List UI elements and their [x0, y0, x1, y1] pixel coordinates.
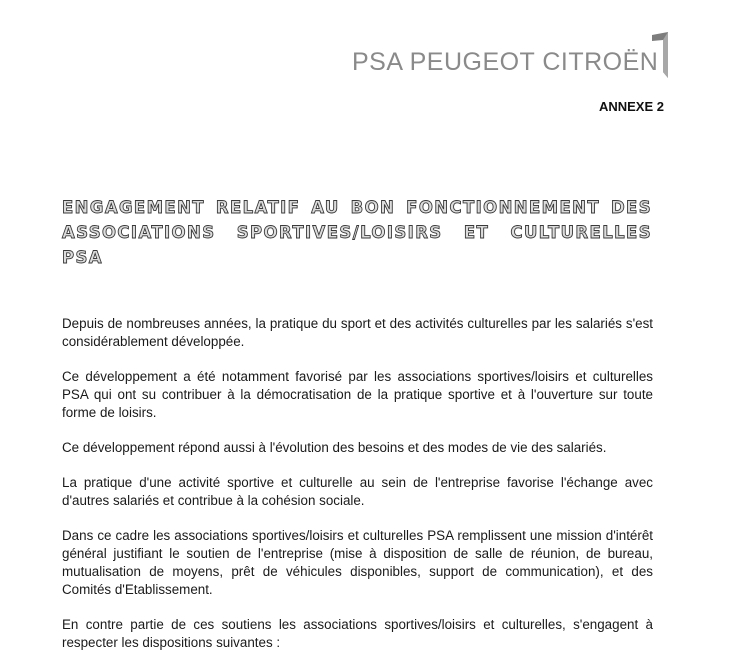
- body-paragraph: Ce développement a été notamment favorisé par les associations sportives/loisirs et culturelles PSA qui ont su contribuer à la démocratisation de la pratique sportive et à l'ouverture sur toute forme de loisirs.: [62, 369, 653, 420]
- annex-label: ANNEXE 2: [598, 99, 664, 114]
- logo-mark-icon: [652, 32, 668, 78]
- company-logo: [352, 32, 672, 78]
- body-paragraph: En contre partie de ces soutiens les associations sportives/loisirs et culturelles, s'engagent à respecter les dispositions suivantes :: [62, 617, 653, 650]
- body-paragraph: La pratique d'une activité sportive et culturelle au sein de l'entreprise favorise l'échange avec d'autres salariés et contribue à la cohésion sociale.: [62, 475, 653, 508]
- body-paragraph: Ce développement répond aussi à l'évolution des besoins et des modes de vie des salariés.: [62, 440, 607, 455]
- body-paragraph: Dans ce cadre les associations sportives/loisirs et culturelles PSA remplissent une mission d'intérêt général justifiant le soutien de l'entreprise (mise à disposition de salle de réunion, de bureau, mutualisation de moyens, prêt de véhicules disponibles, support de communication), et des Comités d'Etablissement.: [62, 528, 653, 597]
- body-paragraph: Depuis de nombreuses années, la pratique du sport et des activités culturelles par les salariés s'est considérablement développée.: [62, 316, 653, 349]
- logo-text: PSA PEUGEOT CITROËN: [352, 48, 659, 76]
- document-body: [62, 315, 653, 669]
- document-title: ENGAGEMENT RELATIF AU BON FONCTIONNEMENT DES ASSOCIATIONS SPORTIVES/LOISIRS ET CULTURELLES PSA: [62, 198, 652, 267]
